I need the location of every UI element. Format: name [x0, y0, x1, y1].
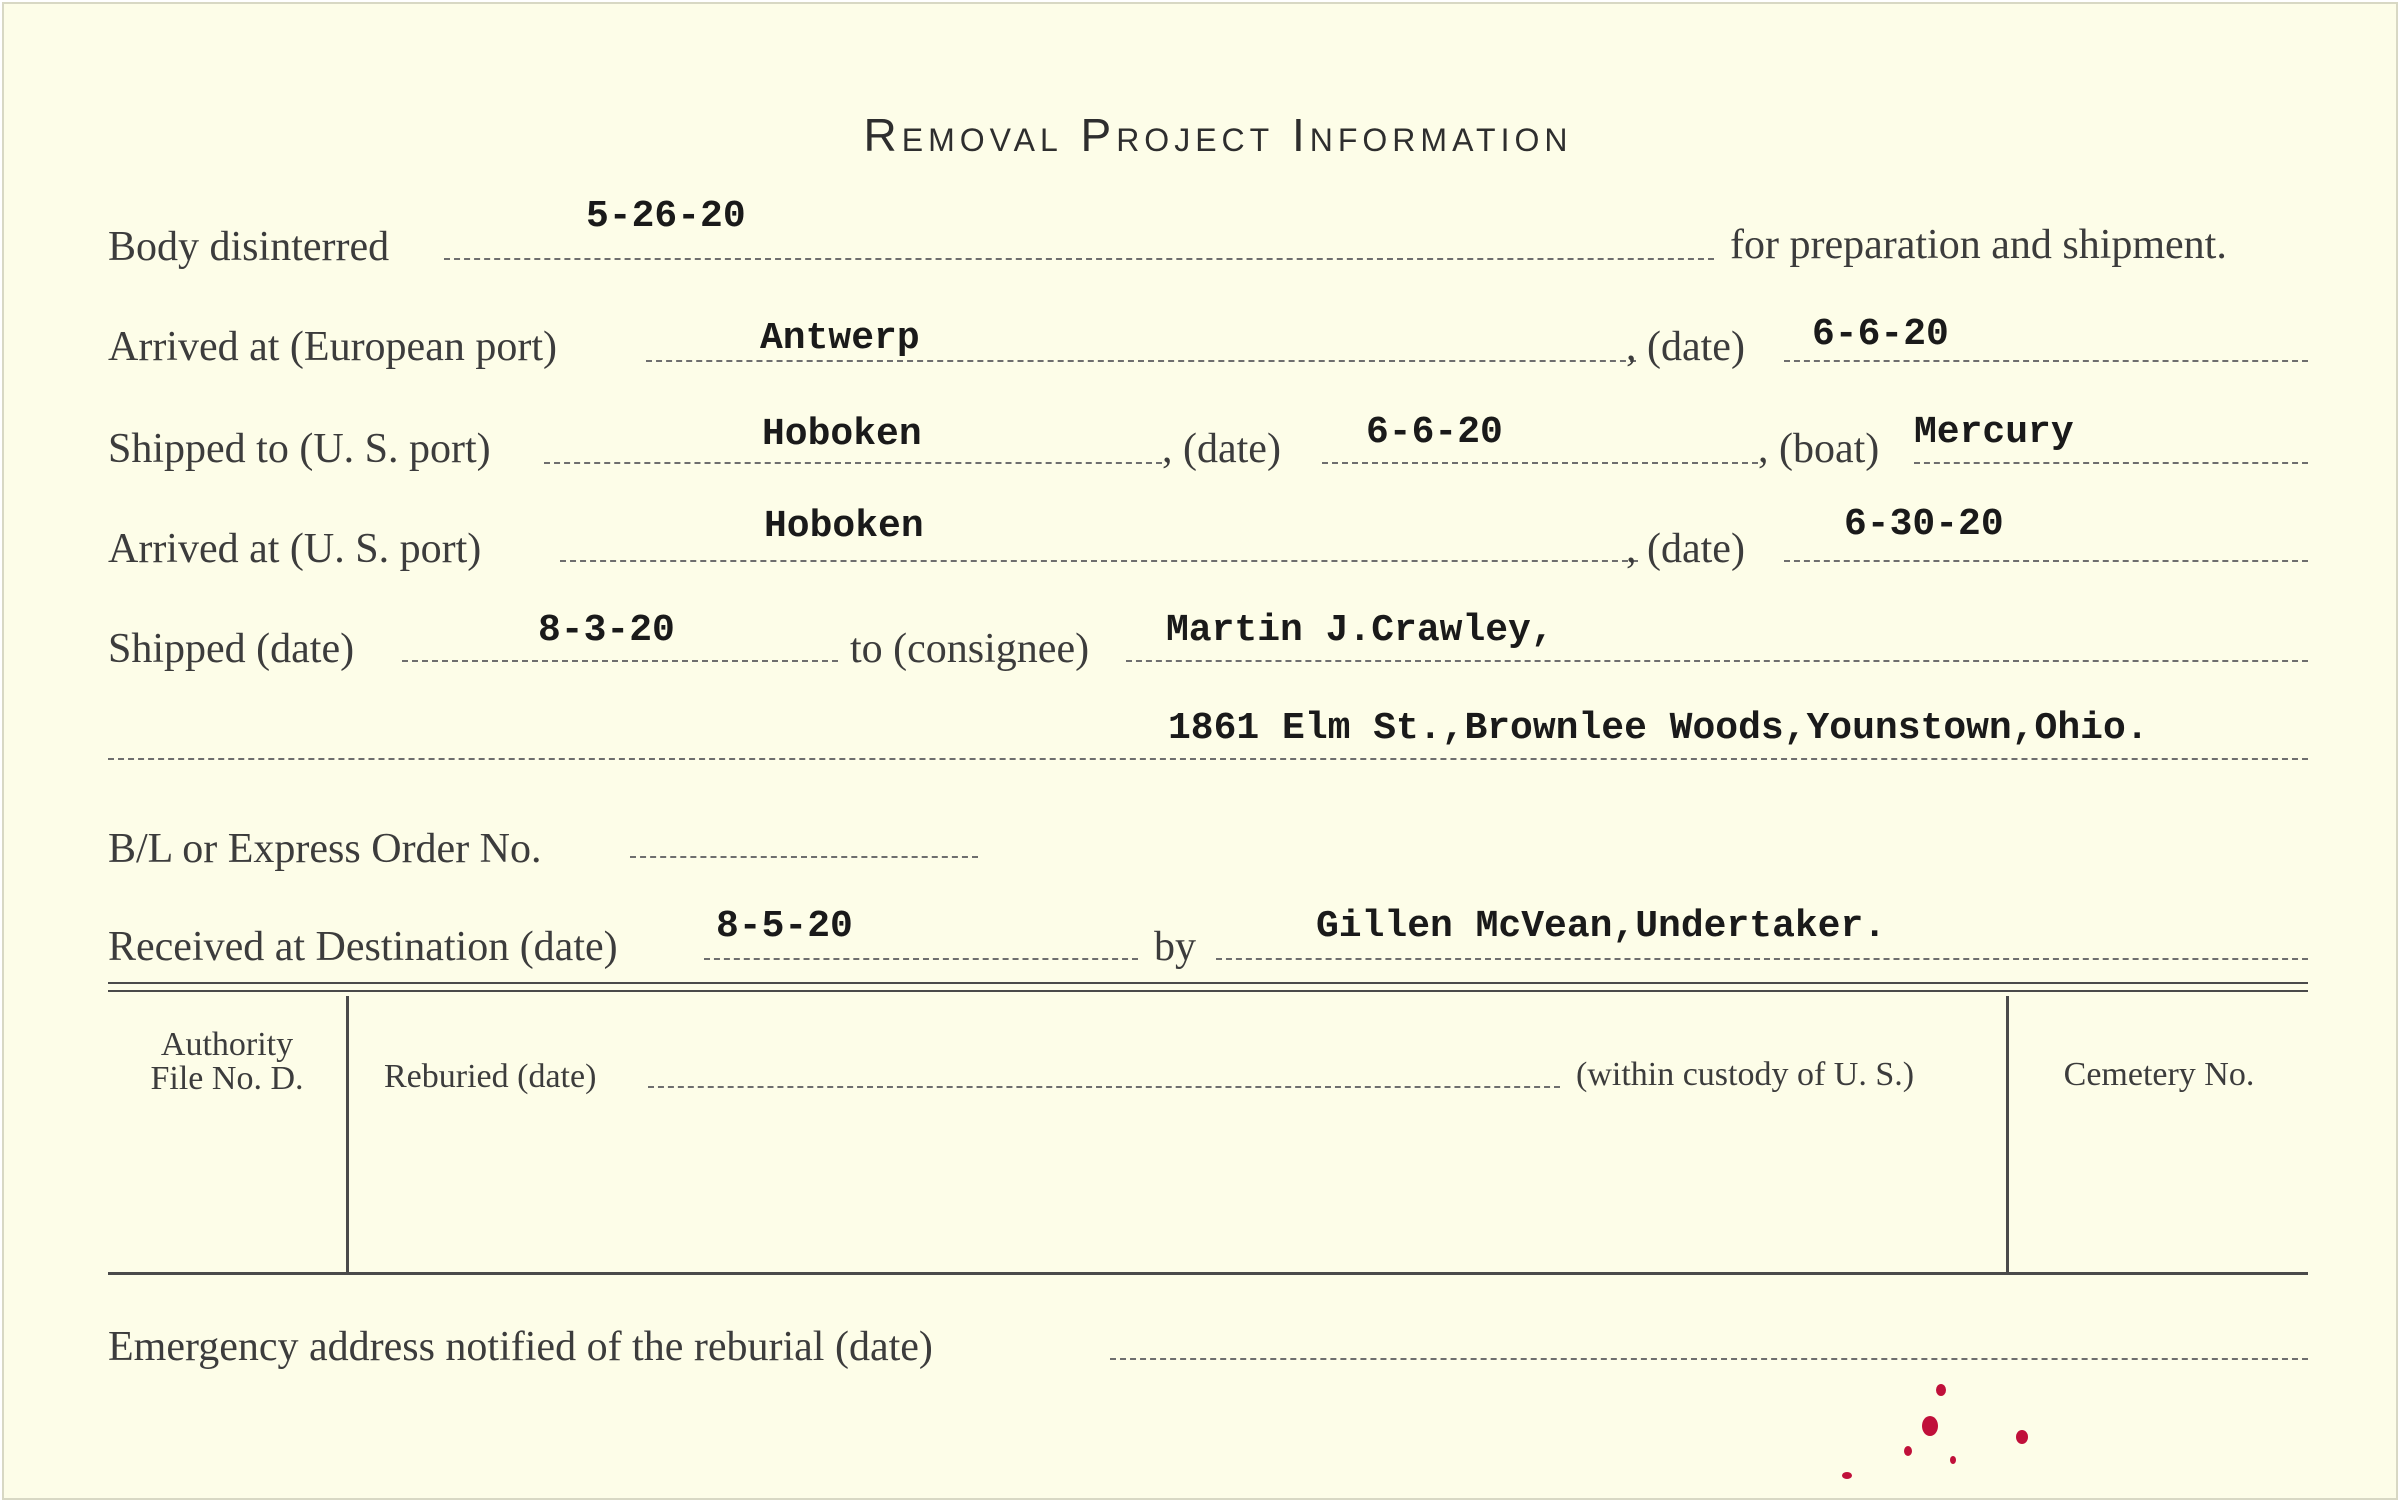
arrived-european-date-label: , (date) [1626, 324, 1745, 370]
consignee-name-value: Martin J.Crawley, [1166, 609, 1554, 652]
arrived-european-label: Arrived at (European port) [108, 324, 557, 370]
body-disinterred-suffix: for preparation and shipment. [1730, 222, 2227, 268]
us-port-shipped-value: Hoboken [762, 413, 922, 456]
shipped-us-boat-label: , (boat) [1758, 426, 1880, 472]
us-shipped-date-value: 6-6-20 [1366, 411, 1503, 454]
reburied-line [648, 1086, 1560, 1088]
boat-value: Mercury [1914, 411, 2074, 454]
body-disinterred-date: 5-26-20 [586, 195, 746, 238]
european-port-value: Antwerp [760, 317, 920, 360]
arrived-us-date-line [1784, 560, 2308, 562]
shipped-date-value: 8-3-20 [538, 609, 675, 652]
shipped-us-line [544, 462, 1162, 464]
arrived-european-line [646, 360, 1636, 362]
emergency-label: Emergency address notified of the reburial (date) [108, 1324, 933, 1370]
address-line [108, 758, 2308, 760]
shipped-date-line [402, 660, 838, 662]
authority-label-line-1: Authority [160, 1026, 294, 1063]
table-top-rule [108, 982, 2308, 984]
body-disinterred-line [444, 258, 1714, 260]
body-disinterred-label: Body disinterred [108, 224, 390, 270]
shipped-us-date-line [1322, 462, 1758, 464]
consignee-label: to (consignee) [850, 626, 1090, 672]
european-date-value: 6-6-20 [1812, 313, 1949, 356]
received-date-line [704, 958, 1138, 960]
ink-stain [2016, 1430, 2028, 1444]
received-by-value: Gillen McVean,Undertaker. [1316, 905, 1887, 948]
ink-stain [1936, 1384, 1946, 1396]
shipped-date-label: Shipped (date) [108, 626, 355, 672]
shipped-us-label: Shipped to (U. S. port) [108, 426, 491, 472]
record-card [2, 2, 2398, 1500]
bl-label: B/L or Express Order No. [108, 826, 542, 872]
us-port-arrived-value: Hoboken [764, 505, 924, 548]
arrived-us-label: Arrived at (U. S. port) [108, 526, 482, 572]
shipped-us-date-label: , (date) [1162, 426, 1281, 472]
table-divider-right [2006, 996, 2009, 1272]
authority-label-line-2: File No. D. [150, 1060, 304, 1097]
arrived-us-date-label: , (date) [1626, 526, 1745, 572]
cemetery-label: Cemetery No. [2063, 1056, 2255, 1093]
boat-line [1914, 462, 2308, 464]
table-top-rule-2 [108, 990, 2308, 992]
received-label: Received at Destination (date) [108, 924, 618, 970]
consignee-line [1126, 660, 2308, 662]
reburied-label: Reburied (date) [384, 1058, 597, 1095]
ink-stain [1950, 1456, 1956, 1464]
ink-stain [1842, 1472, 1852, 1479]
received-by-line [1216, 958, 2308, 960]
emergency-line [1110, 1358, 2308, 1360]
received-by-label: by [1154, 924, 1196, 970]
form-title: Removal Project Information [863, 109, 1573, 161]
table-divider-left [346, 996, 349, 1272]
european-date-line [1784, 360, 2308, 362]
consignee-address-value: 1861 Elm St.,Brownlee Woods,Younstown,Ohio. [1168, 707, 2149, 750]
arrived-us-line [560, 560, 1638, 562]
bl-line [630, 856, 978, 858]
custody-label: (within custody of U. S.) [1576, 1056, 1915, 1093]
ink-stain [1904, 1446, 1912, 1456]
ink-stain [1922, 1416, 1938, 1436]
table-bottom-rule [108, 1272, 2308, 1275]
received-date-value: 8-5-20 [716, 905, 853, 948]
us-arrived-date-value: 6-30-20 [1844, 503, 2004, 546]
